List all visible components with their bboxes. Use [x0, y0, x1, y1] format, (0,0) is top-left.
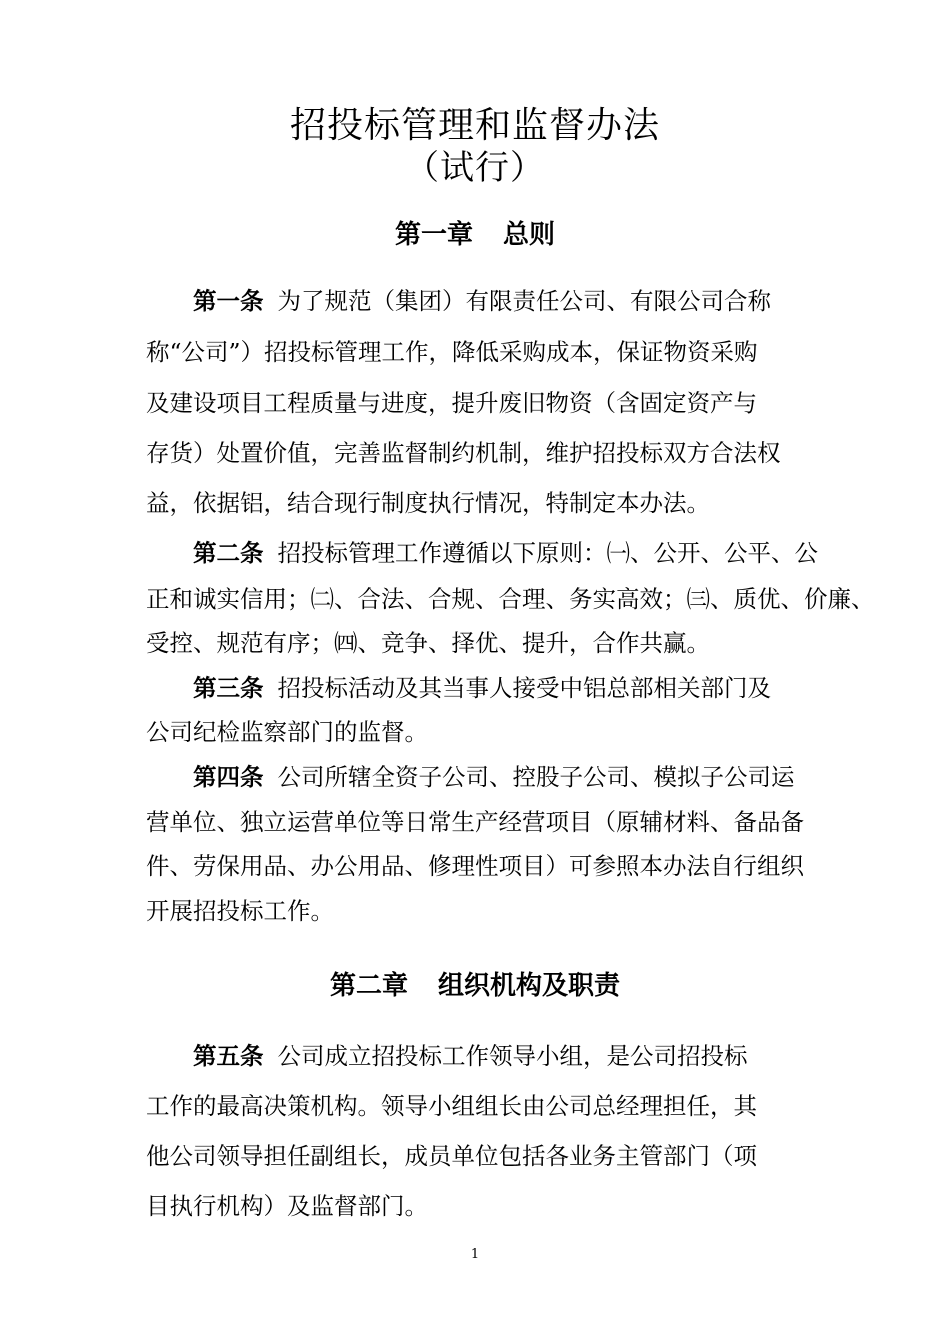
article-5-line-2: 工作的最高决策机构。领导小组组长由公司总经理担任，其	[146, 1092, 757, 1120]
article-3-line-1	[193, 671, 913, 705]
article-1-label: 第一条	[193, 287, 264, 315]
article-4-line-2: 营单位、独立运营单位等日常生产经营项目（原辅材料、备品备	[146, 808, 804, 836]
article-3-line-2: 公司纪检监察部门的监督。	[146, 718, 428, 746]
article-1-line-3: 及建设项目工程质量与进度，提升废旧物资（含固定资产与	[146, 389, 757, 417]
page-number: 1	[470, 1247, 480, 1262]
article-1-line-5: 益，依据铝，结合现行制度执行情况，特制定本办法。	[146, 489, 710, 517]
article-3-label: 第三条	[193, 674, 264, 702]
article-5-line-1	[193, 1039, 913, 1073]
article-2-line-2: 正和诚实信用；㈡、合法、合规、合理、务实高效；㈢、质优、价廉、	[146, 585, 875, 613]
article-2-text: 招投标管理工作遵循以下原则：㈠、公开、公平、公	[277, 539, 818, 567]
document-subtitle: （试行）	[405, 148, 545, 188]
article-5-label: 第五条	[193, 1042, 264, 1070]
article-2-line-3: 受控、规范有序；㈣、竞争、择优、提升，合作共赢。	[146, 629, 710, 657]
article-4-line-3: 件、劳保用品、办公用品、修理性项目）可参照本办法自行组织	[146, 852, 804, 880]
article-1-line-4: 存货）处置价值，完善监督制约机制，维护招投标双方合法权	[146, 439, 781, 467]
document-title: 招投标管理和监督办法	[289, 105, 660, 146]
chapter-1-number: 第一章	[394, 220, 473, 250]
article-5-line-4: 目执行机构）及监督部门。	[146, 1192, 428, 1220]
article-1-line-1	[193, 284, 913, 318]
article-4-label: 第四条	[193, 763, 264, 791]
article-2-label: 第二条	[193, 539, 264, 567]
article-1-line-2: 称“公司”）招投标管理工作，降低采购成本，保证物资采购	[146, 338, 758, 366]
article-4-line-4: 开展招投标工作。	[146, 897, 334, 925]
chapter-1-name: 总则	[503, 220, 556, 250]
chapter-1-heading	[0, 218, 950, 252]
article-1-text: 为了规范（集团）有限责任公司、有限公司合称	[277, 287, 771, 315]
chapter-2-number: 第二章	[329, 971, 408, 1001]
chapter-2-heading	[0, 969, 950, 1003]
article-5-text: 公司成立招投标工作领导小组，是公司招投标	[277, 1042, 748, 1070]
article-3-text: 招投标活动及其当事人接受中铝总部相关部门及	[277, 674, 771, 702]
chapter-2-name: 组织机构及职责	[438, 971, 621, 1001]
article-4-line-1	[193, 760, 913, 794]
article-5-line-3: 他公司领导担任副组长，成员单位包括各业务主管部门（项	[146, 1142, 757, 1170]
article-2-line-1	[193, 536, 913, 570]
article-4-text: 公司所辖全资子公司、控股子公司、模拟子公司运	[277, 763, 795, 791]
